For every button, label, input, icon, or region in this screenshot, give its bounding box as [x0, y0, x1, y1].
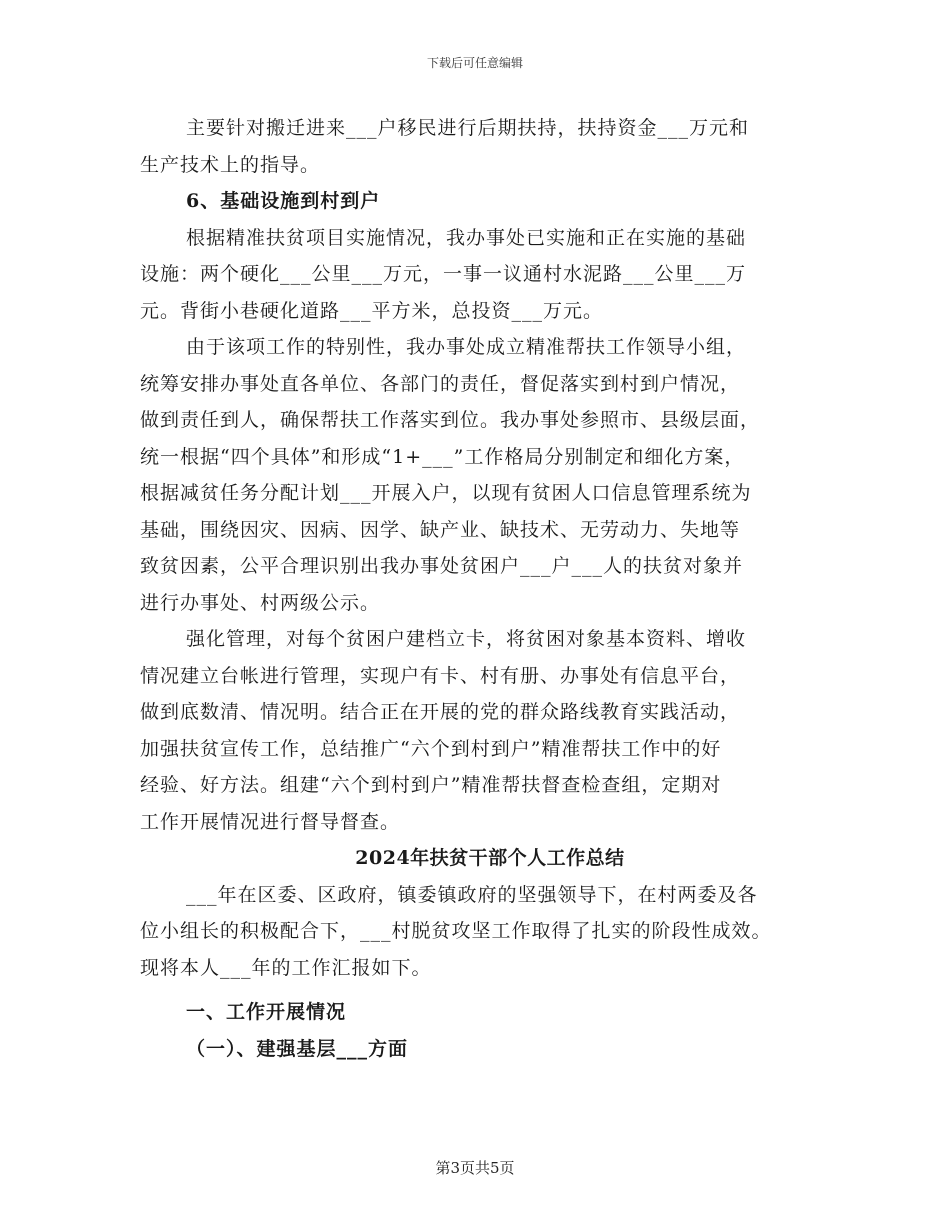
paragraph-line: 基础，围绕因灾、因病、因学、缺产业、缺技术、无劳动力、失地等 [140, 518, 741, 541]
paragraph-line: 生产技术上的指导。 [140, 153, 321, 176]
paragraph-line: 元。背街小巷硬化道路___平方米，总投资___万元。 [140, 299, 604, 322]
paragraph-line: 根据减贫任务分配计划___开展入户，以现有贫困人口信息管理系统为 [140, 482, 752, 504]
paragraph-line: 经验、好方法。组建“六个到村到户”精准帮扶督查检查组，定期对 [140, 774, 722, 796]
section-heading: 6、基础设施到村到户 [186, 190, 381, 212]
paragraph-line: 加强扶贫宣传工作，总结推广“六个到村到户”精准帮扶工作中的好 [140, 737, 722, 760]
paragraph-line: 根据精准扶贫项目实施情况，我办事处已实施和正在实施的基础 [186, 226, 747, 249]
paragraph-line: 进行办事处、村两级公示。 [140, 591, 381, 614]
paragraph-line: 统筹安排办事处直各单位、各部门的责任，督促落实到村到户情况， [140, 372, 741, 395]
paragraph-line: ___年在区委、区政府，镇委镇政府的坚强领导下，在村两委及各 [186, 883, 758, 906]
paragraph-line: 做到责任到人，确保帮扶工作落实到位。我办事处参照市、县级层面， [140, 409, 761, 431]
paragraph-line: 情况建立台帐进行管理，实现户有卡、村有册、办事处有信息平台， [140, 664, 741, 687]
paragraph-line: 致贫因素，公平合理识别出我办事处贫困户___户___人的扶贫对象并 [140, 555, 744, 577]
page-header: 下载后可任意编辑 [426, 56, 523, 70]
paragraph-line: 由于该项工作的特别性，我办事处成立精准帮扶工作领导小组， [186, 336, 747, 358]
section-heading: 一、工作开展情况 [186, 1001, 347, 1023]
document-title: 2024年扶贫干部个人工作总结 [355, 847, 625, 869]
subsection-heading: （一）、建强基层___方面 [186, 1037, 409, 1060]
paragraph-line: 强化管理，对每个贫困户建档立卡，将贫困对象基本资料、增收 [186, 628, 747, 650]
paragraph-line: 统一根据“四个具体”和形成“1+___”工作格局分别制定和细化方案， [140, 445, 745, 468]
paragraph-line: 设施：两个硬化___公里___万元，一事一议通村水泥路___公里___万 [140, 263, 747, 285]
paragraph-line: 主要针对搬迁进来___户移民进行后期扶持，扶持资金___万元和 [186, 117, 750, 139]
paragraph-line: 位小组长的积极配合下，___村脱贫攻坚工作取得了扎实的阶段性成效。 [140, 920, 772, 942]
paragraph-line: 做到底数清、情况明。结合正在开展的党的群众路线教育实践活动， [140, 701, 741, 723]
paragraph-line: 现将本人___年的工作汇报如下。 [140, 956, 432, 979]
page-footer: 第3页共5页 [435, 1159, 515, 1177]
document-body [140, 110, 820, 1067]
paragraph-line: 工作开展情况进行督导督查。 [140, 810, 401, 833]
